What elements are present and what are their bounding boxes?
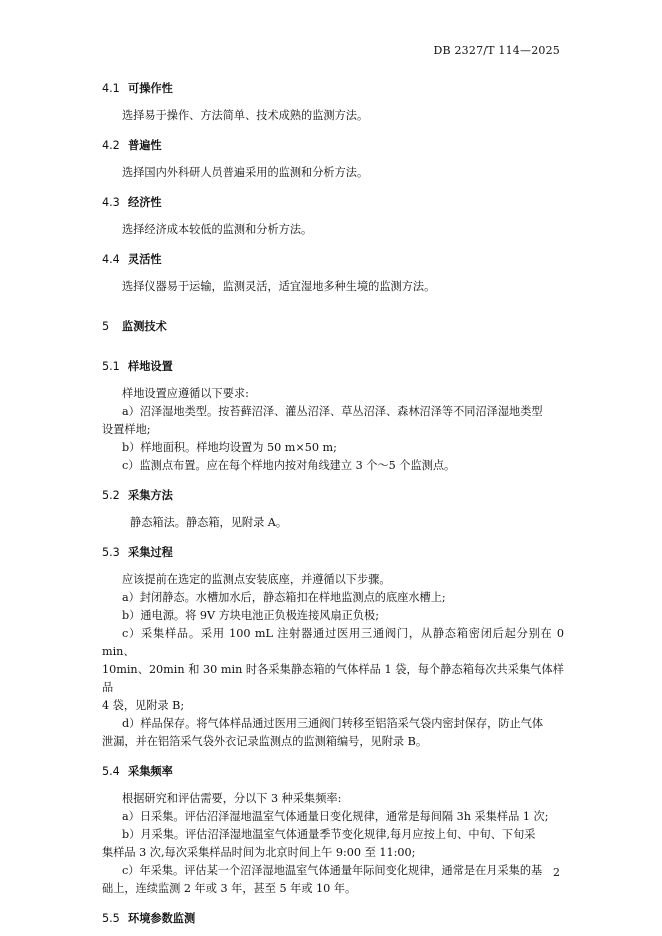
heading-number: 5.3	[102, 546, 120, 559]
heading-number: 4.1	[102, 82, 120, 95]
standard-code: DB 2327/T 114—2025	[433, 44, 560, 57]
list-item: c）监测点布置。应在每个样地内按对角线建立 3 个～5 个监测点。	[122, 459, 456, 472]
paragraph: 静态箱法。静态箱，见附录 A。	[130, 516, 288, 529]
heading-title: 经济性	[128, 196, 162, 209]
heading-5-4	[102, 763, 564, 781]
list-item-continuation: 设置样地;	[102, 423, 151, 436]
list-item: a）沼泽湿地类型。按苔藓沼泽、灌丛沼泽、草丛沼泽、森林沼泽等不同沼泽湿地类型	[122, 405, 543, 418]
paragraph: 根据研究和评估需要，分以下 3 种采集频率:	[122, 792, 342, 805]
list-item: c）采集样品。采用 100 mL 注射器通过医用三通阀门，从静态箱密闭后起分别在 0 min、	[102, 627, 564, 658]
heading-4-2	[102, 137, 564, 155]
heading-number: 5	[102, 320, 110, 333]
heading-title: 采集过程	[128, 546, 173, 559]
paragraph: 选择经济成本较低的监测和分析方法。	[122, 223, 313, 236]
heading-number: 5.5	[102, 912, 120, 925]
heading-4-1	[102, 80, 564, 98]
heading-5-3	[102, 544, 564, 562]
heading-5	[102, 318, 564, 336]
paragraph: 样地设置应遵循以下要求:	[122, 387, 249, 400]
heading-number: 5.1	[102, 360, 120, 373]
heading-5-1	[102, 358, 564, 376]
heading-4-3	[102, 194, 564, 212]
list-item: b）样地面积。样地均设置为 50 m×50 m;	[122, 441, 337, 454]
list-item-continuation: 10min、20min 和 30 min 时各采集静态箱的气体样品 1 袋，每个静态箱每次共采集气体样品	[102, 663, 564, 694]
heading-number: 4.4	[102, 253, 120, 266]
paragraph: 选择易于操作、方法简单、技术成熟的监测方法。	[122, 109, 369, 122]
heading-5-5	[102, 910, 564, 928]
heading-title: 环境参数监测	[128, 912, 196, 925]
heading-number: 4.2	[102, 139, 120, 152]
paragraph: 选择仪器易于运输，监测灵活，适宜湿地多种生境的监测方法。	[122, 280, 436, 293]
heading-title: 采集方法	[128, 489, 173, 502]
heading-number: 5.2	[102, 489, 120, 502]
heading-title: 样地设置	[128, 360, 173, 373]
heading-number: 5.4	[102, 765, 120, 778]
heading-4-4	[102, 251, 564, 269]
list-item: b）月采集。评估沼泽湿地温室气体通量季节变化规律,每月应按上旬、中旬、下旬采	[122, 828, 536, 841]
heading-5-2	[102, 487, 564, 505]
page-content	[102, 80, 564, 928]
list-item-continuation: 集样品 3 次,每次采集样品时间为北京时间上午 9:00 至 11:00;	[102, 846, 416, 859]
list-item: d）样品保存。将气体样品通过医用三通阀门转移至铝箔采气袋内密封保存，防止气体	[122, 717, 544, 730]
list-item: a）封闭静态。水槽加水后，静态箱扣在样地监测点的底座水槽上;	[122, 591, 446, 604]
paragraph: 选择国内外科研人员普遍采用的监测和分析方法。	[122, 166, 369, 179]
page-number: 2	[553, 866, 560, 879]
list-item-continuation: 础上，连续监测 2 年或 3 年，甚至 5 年或 10 年。	[102, 882, 357, 895]
paragraph: 应该提前在选定的监测点安装底座，并遵循以下步骤。	[122, 573, 391, 586]
heading-title: 监测技术	[122, 320, 167, 333]
list-item-continuation: 4 袋，见附录 B;	[102, 699, 185, 712]
heading-title: 采集频率	[128, 765, 173, 778]
heading-number: 4.3	[102, 196, 120, 209]
list-item-continuation: 泄漏，并在铝箔采气袋外衣记录监测点的监测箱编号，见附录 B。	[102, 735, 428, 748]
list-item: a）日采集。评估沼泽湿地温室气体通量日变化规律，通常是每间隔 3h 采集样品 1 次;	[122, 810, 549, 823]
heading-title: 灵活性	[128, 253, 162, 266]
list-item: b）通电源。将 9V 方块电池正负极连接风扇正负极;	[122, 609, 379, 622]
list-item: c）年采集。评估某一个沼泽湿地温室气体通量年际间变化规律，通常是在月采集的基	[122, 864, 543, 877]
heading-title: 普遍性	[128, 139, 162, 152]
heading-title: 可操作性	[128, 82, 173, 95]
